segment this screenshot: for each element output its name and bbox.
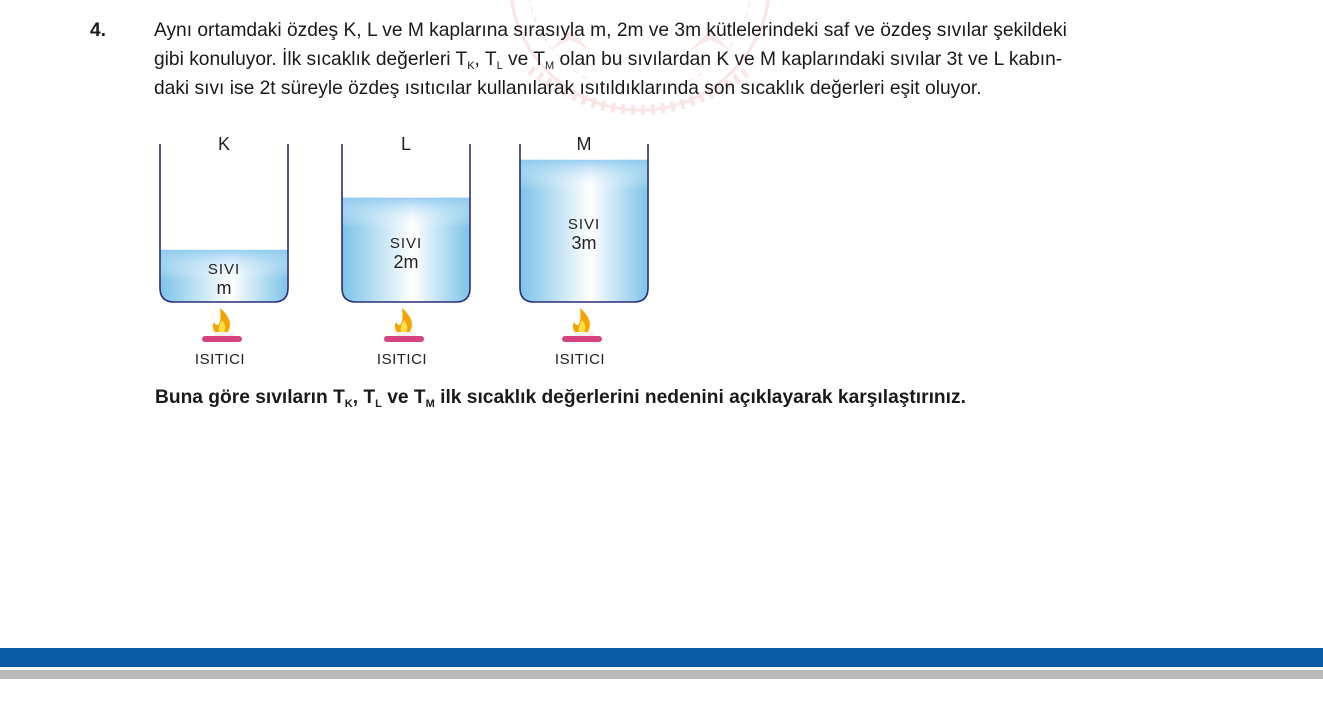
footer-blue-bar — [0, 648, 1323, 667]
question-line-2: gibi konuluyor. İlk sıcaklık değerleri $T_K$, $T_L$ ve $T_M$ olan bu sıvılardan K ve M kaplarındaki sıvılar 3t ve L kabın- — [154, 49, 1063, 72]
liquid-word: SIVI — [567, 215, 601, 233]
liquid-mass: 2m — [393, 251, 419, 272]
heater-label: ISITICI — [554, 351, 606, 368]
footer-gray-bar — [0, 670, 1323, 679]
ask-text: Buna göre sıvıların $T_K$, $T_L$ ve $T_M$ ilk sıcaklık değerlerini nedenini açıklayarak karşılaştırınız. — [155, 387, 966, 410]
question-line-1: 4. Aynı ortamdaki özdeş K, L ve M kaplarına sırasıyla m, 2m ve 3m kütlelerindeki saf ve özdeş sıvılar şekildeki — [122, 16, 1222, 45]
question-line-3: daki sıvı ise 2t süreyle özdeş ısıtıcılar kullanılarak ısıtıldıklarında son sıcaklık değerleri eşit oluyor. — [154, 78, 982, 99]
heater-base — [384, 336, 424, 342]
container-label: K — [217, 134, 231, 154]
heater — [562, 308, 602, 342]
question-text — [90, 16, 1222, 103]
container-m — [520, 134, 648, 368]
container-label: L — [400, 134, 412, 154]
wick — [574, 332, 594, 336]
liquid-mass: 3m — [571, 232, 597, 253]
heater — [202, 308, 242, 342]
container-label: M — [576, 134, 592, 154]
liquid-word: SIVI — [389, 234, 423, 252]
wick — [214, 332, 234, 336]
heater-label: ISITICI — [194, 351, 246, 368]
liquid-top-shade — [520, 160, 648, 190]
liquid-top-shade — [342, 198, 470, 228]
question-number: 4. — [90, 20, 107, 41]
container-l — [342, 134, 470, 368]
heater-base — [202, 336, 242, 342]
liquid-word: SIVI — [207, 260, 241, 278]
wick — [396, 332, 416, 336]
containers-figure — [140, 130, 680, 375]
heater — [384, 308, 424, 342]
heater-label: ISITICI — [376, 351, 428, 368]
liquid-mass: m — [216, 277, 232, 298]
container-k — [160, 134, 288, 368]
heater-base — [562, 336, 602, 342]
